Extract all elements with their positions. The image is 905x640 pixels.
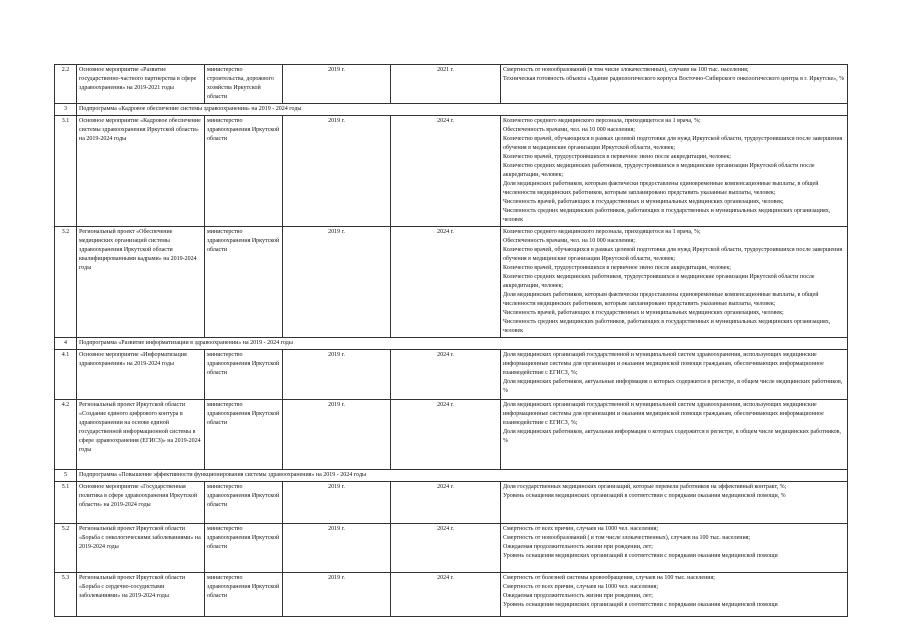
indicator-line: Доля медицинских работников, актуальная информация о которых содержится в регистре, в общем числе медицинских работников, % bbox=[503, 429, 842, 444]
executor: министерство здравоохранения Иркутской области bbox=[205, 227, 283, 338]
table-row bbox=[55, 482, 848, 524]
indicator-line: Численность врачей, работающих в государственных и муниципальных медицинских организациях, человек; bbox=[503, 199, 784, 205]
executor: министерство здравоохранения Иркутской области bbox=[205, 116, 283, 227]
indicator-line: Уровень оснащения медицинских организаций в соответствии с порядками оказания медицинской помощи bbox=[503, 602, 778, 608]
start-year: 2019 г. bbox=[283, 400, 391, 470]
indicator-line: Доля медицинских работников, которым фактически предоставлены единовременные компенсационные выплаты, в общей численности медицинских работников, которым запланировано представить указанные выплаты, человек; bbox=[503, 292, 819, 307]
indicator-line: Численность средних медицинских работников, работающих в государственных и муниципальных медицинских организациях, человек bbox=[503, 208, 831, 223]
executor: министерство здравоохранения Иркутской области bbox=[205, 524, 283, 573]
indicators-cell bbox=[501, 116, 848, 227]
indicators-cell bbox=[501, 227, 848, 338]
indicators-cell bbox=[501, 573, 848, 617]
start-year: 2019 г. bbox=[283, 227, 391, 338]
start-year: 2019 г. bbox=[283, 350, 391, 400]
start-year: 2019 г. bbox=[283, 116, 391, 227]
indicator-line: Смертность от новообразований ( в том числе злокачественных), случаев на 100 тыс. населения; bbox=[503, 535, 751, 541]
executor: министерство здравоохранения Иркутской области bbox=[205, 400, 283, 470]
indicator-line: Количество врачей, трудоустроившихся в первичное звено после аккредитации, человек; bbox=[503, 154, 731, 160]
row-number: 4.2 bbox=[55, 400, 77, 470]
indicator-line: Численность средних медицинских работников, работающих в государственных и муниципальных медицинских организациях, человек bbox=[503, 319, 831, 334]
section-row bbox=[55, 470, 848, 482]
table-row bbox=[55, 573, 848, 617]
end-year: 2024 г. bbox=[391, 573, 501, 617]
indicator-line: Доля медицинских организаций государственной и муниципальной систем здравоохранения, использующих медицинские информационные системы для организации и оказания медицинской помощи гражданам, обеспечивающих информационное взаимодействие с ЕГИСЗ, %; bbox=[503, 402, 824, 426]
row-number: 3 bbox=[55, 104, 77, 116]
measure-name: Региональный проект Иркутской области «Борьба с сердечно-сосудистыми заболеваниями» на 2019-2024 годы bbox=[77, 573, 205, 617]
indicator-line: Количество средних медицинских работников, трудоустроившихся в медицинские организации Иркутской области после аккредитации, человек; bbox=[503, 274, 815, 289]
table-row bbox=[55, 350, 848, 400]
start-year: 2019 г. bbox=[283, 573, 391, 617]
table-row bbox=[55, 65, 848, 104]
measure-name: Региональный проект «Обеспечение медицинских организаций системы здравоохранения Иркутской области квалифицированными кадрами» на 2019-2024 годы bbox=[77, 227, 205, 338]
indicator-line: Уровень оснащения медицинских организаций в соответствии с порядками оказания медицинской помощи, % bbox=[503, 493, 786, 499]
end-year: 2024 г. bbox=[391, 400, 501, 470]
indicators-cell bbox=[501, 65, 848, 104]
executor: министерство здравоохранения Иркутской области bbox=[205, 573, 283, 617]
row-number: 4.1 bbox=[55, 350, 77, 400]
measure-name: Региональный проект Иркутской области «Борьба с онкологическими заболеваниями» на 2019-2024 годы bbox=[77, 524, 205, 573]
indicators-cell bbox=[501, 524, 848, 573]
indicator-line: Смертность от болезней системы кровообращения, случаев на 100 тыс. населения; bbox=[503, 575, 715, 581]
start-year: 2019 г. bbox=[283, 524, 391, 573]
table-row bbox=[55, 116, 848, 227]
subprogram-title: Подпрограмма «Развитие информатизации в здравоохранении» на 2019 - 2024 годы bbox=[77, 338, 848, 350]
indicator-line: Численность врачей, работающих в государственных и муниципальных медицинских организациях, человек; bbox=[503, 310, 784, 316]
subprogram-title: Подпрограмма «Кадровое обеспечение системы здравоохранения» на 2019 - 2024 годы bbox=[77, 104, 848, 116]
end-year: 2024 г. bbox=[391, 524, 501, 573]
measure-name: Основное мероприятие «Государственная политика в сфере здравоохранения Иркутской области» на 2019-2024 годы bbox=[77, 482, 205, 524]
end-year: 2024 г. bbox=[391, 116, 501, 227]
indicator-line: Доля государственных медицинских организаций, которые перевели работников на эффективный контракт, %; bbox=[503, 484, 787, 490]
measure-name: Основное мероприятие «Развитие государственно-частного партнерства в сфере здравоохранения» на 2019-2021 годы bbox=[77, 65, 205, 104]
table-row bbox=[55, 524, 848, 573]
indicator-line: Количество врачей, обучающихся в рамках целевой подготовки для нужд Иркутской области, трудоустроившихся после завершения обучения в медицинские организации Иркутской области, человек; bbox=[503, 136, 843, 151]
indicator-line: Смертность от всех причин, случаев на 1000 чел. населения; bbox=[503, 526, 659, 532]
row-number: 3.1 bbox=[55, 116, 77, 227]
indicator-line: Количество врачей, трудоустроившихся в первичное звено после аккредитации, человек; bbox=[503, 265, 731, 271]
indicator-line: Количество средних медицинских работников, трудоустроившихся в медицинские организации Иркутской области после аккредитации, человек; bbox=[503, 163, 815, 178]
subprogram-title: Подпрограмма «Повышение эффективности функционирования системы здравоохранения» на 2019 - 2024 годы bbox=[77, 470, 848, 482]
indicator-line: Ожидаемая продолжительность жизни при рождении, лет; bbox=[503, 544, 653, 550]
row-number: 4 bbox=[55, 338, 77, 350]
program-table bbox=[54, 64, 848, 617]
program-table-body bbox=[55, 65, 848, 617]
indicator-line: Смертность от новообразований (в том числе злокачественных), случаев на 100 тыс. населения; bbox=[503, 67, 749, 73]
start-year: 2019 г. bbox=[283, 65, 391, 104]
executor: министерство здравоохранения Иркутской области bbox=[205, 350, 283, 400]
end-year: 2024 г. bbox=[391, 350, 501, 400]
section-row bbox=[55, 104, 848, 116]
indicator-line: Техническая готовность объекта «Здание радиологического корпуса Восточно-Сибирского онкологического центра в г. Иркутске», % bbox=[503, 76, 845, 82]
row-number: 5.2 bbox=[55, 524, 77, 573]
indicators-cell bbox=[501, 482, 848, 524]
executor: министерство здравоохранения Иркутской области bbox=[205, 482, 283, 524]
start-year: 2019 г. bbox=[283, 482, 391, 524]
measure-name: Основное мероприятие «Кадровое обеспечение системы здравоохранения Иркутской области» на 2019-2024 годы bbox=[77, 116, 205, 227]
indicators-cell bbox=[501, 350, 848, 400]
table-row bbox=[55, 400, 848, 470]
row-number: 5.3 bbox=[55, 573, 77, 617]
section-row bbox=[55, 338, 848, 350]
measure-name: Региональный проект Иркутской области «Создание единого цифрового контура в здравоохранении на основе единой государственной информационной системы в сфере здравоохранения (ЕГИСЗ)» на 2019-2024 годы bbox=[77, 400, 205, 470]
executor: министерство строительства, дорожного хозяйства Иркутской области bbox=[205, 65, 283, 104]
indicator-line: Количество среднего медицинского персонала, приходящегося на 1 врача, %; bbox=[503, 229, 701, 235]
indicator-line: Количество врачей, обучающихся в рамках целевой подготовки для нужд Иркутской области, трудоустроившихся после завершения обучения в медицинские организации Иркутской области, человек; bbox=[503, 247, 843, 262]
indicator-line: Обеспеченность врачами, чел. на 10 000 населения; bbox=[503, 238, 636, 244]
measure-name: Основное мероприятие «Информатизация здравоохранения» на 2019-2024 годы bbox=[77, 350, 205, 400]
end-year: 2021 г. bbox=[391, 65, 501, 104]
indicator-line: Доля медицинских работников, актуальные информация о которых содержится в регистре, в общем числе медицинских работников, % bbox=[503, 379, 843, 394]
indicator-line: Доля медицинских работников, которым фактически предоставлены единовременные компенсационные выплаты, в общей численности медицинских работников, которым запланировано представить указанные выплаты, человек; bbox=[503, 181, 819, 196]
indicators-cell bbox=[501, 400, 848, 470]
table-row bbox=[55, 227, 848, 338]
row-number: 5 bbox=[55, 470, 77, 482]
indicator-line: Уровень оснащения медицинских организаций в соответствии с порядками оказания медицинской помощи bbox=[503, 553, 778, 559]
end-year: 2024 г. bbox=[391, 482, 501, 524]
indicator-line: Доля медицинских организаций государственной и муниципальной систем здравоохранения, использующих медицинские информационные системы для организации и оказания медицинской помощи гражданам, обеспечивающих информационное взаимодействие с ЕГИСЗ, %; bbox=[503, 352, 824, 376]
indicator-line: Обеспеченность врачами, чел. на 10 000 населения; bbox=[503, 127, 636, 133]
row-number: 3.2 bbox=[55, 227, 77, 338]
indicator-line: Количество среднего медицинского персонала, приходящегося на 1 врача, %; bbox=[503, 118, 701, 124]
row-number: 5.1 bbox=[55, 482, 77, 524]
end-year: 2024 г. bbox=[391, 227, 501, 338]
indicator-line: Смертность от всех причин, случаев на 1000 чел. населения; bbox=[503, 584, 659, 590]
indicator-line: Ожидаемая продолжительность жизни при рождении, лет; bbox=[503, 593, 653, 599]
row-number: 2.2 bbox=[55, 65, 77, 104]
